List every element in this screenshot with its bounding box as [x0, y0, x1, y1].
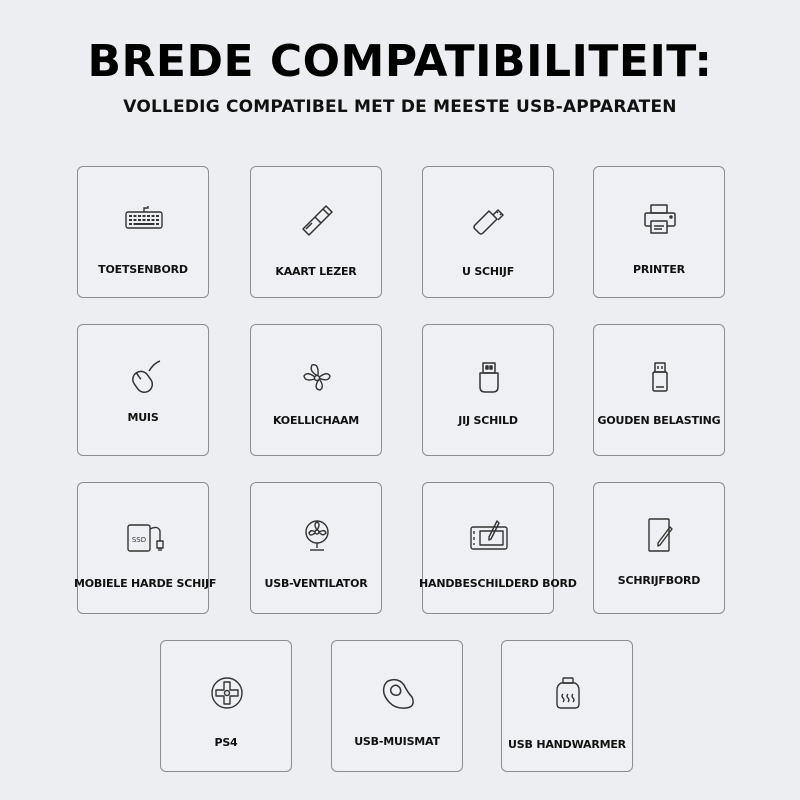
page-title: BREDE COMPATIBILITEIT:	[87, 36, 713, 87]
device-card-mobile-hdd	[74, 482, 217, 614]
page-subtitle: VOLLEDIG COMPATIBEL MET DE MEESTE USB-APPARATEN	[123, 97, 677, 117]
svg-text:SSD: SSD	[131, 536, 147, 544]
device-card-usb-shield	[422, 324, 554, 456]
device-label: GOUDEN BELASTING	[597, 414, 721, 427]
printer-icon	[640, 199, 680, 239]
device-card-ps4	[160, 640, 292, 772]
writing-board-icon	[640, 515, 680, 555]
device-card-mouse	[77, 324, 209, 456]
device-label: TOETSENBORD	[98, 263, 188, 276]
device-card-card-reader	[250, 166, 382, 298]
device-label: MUIS	[127, 411, 159, 424]
hand-warmer-icon	[548, 673, 588, 713]
device-label: U SCHIJF	[461, 265, 515, 278]
device-card-writing-board	[593, 482, 725, 614]
device-card-cooler	[250, 324, 382, 456]
desk-fan-icon	[297, 515, 337, 555]
mouse-icon	[124, 357, 164, 397]
device-card-printer	[593, 166, 725, 298]
device-label: KAART LEZER	[275, 265, 357, 278]
keyboard-icon	[124, 199, 164, 239]
device-label: MOBIELE HARDE SCHIJF	[74, 577, 217, 590]
device-label: SCHRIJFBORD	[617, 574, 701, 587]
device-card-hand-warmer	[501, 640, 633, 772]
device-card-usb-fan	[250, 482, 382, 614]
device-label: USB-MUISMAT	[354, 735, 440, 748]
mouse-pad-icon	[378, 673, 418, 713]
device-card-keyboard	[77, 166, 209, 298]
device-card-gold-load	[593, 324, 725, 456]
drawing-tablet-icon	[469, 515, 509, 555]
device-label: JIJ SCHILD	[458, 414, 518, 427]
ssd-icon	[124, 515, 164, 555]
device-label: USB-VENTILATOR	[264, 577, 368, 590]
device-label: PRINTER	[633, 263, 685, 276]
device-card-usb-mousepad	[331, 640, 463, 772]
gamepad-icon	[207, 673, 247, 713]
usb-connector-icon	[469, 357, 509, 397]
device-label: USB HANDWARMER	[508, 738, 626, 751]
fan-icon	[297, 357, 337, 397]
card-reader-icon	[297, 199, 337, 239]
usb-adapter-icon	[640, 357, 680, 397]
device-label: HANDBESCHILDERD BORD	[419, 577, 577, 590]
device-card-usb-drive	[422, 166, 554, 298]
device-label: PS4	[214, 736, 238, 749]
device-card-drawing-tablet	[419, 482, 577, 614]
device-label: KOELLICHAAM	[272, 414, 360, 427]
usb-drive-icon	[469, 199, 509, 239]
